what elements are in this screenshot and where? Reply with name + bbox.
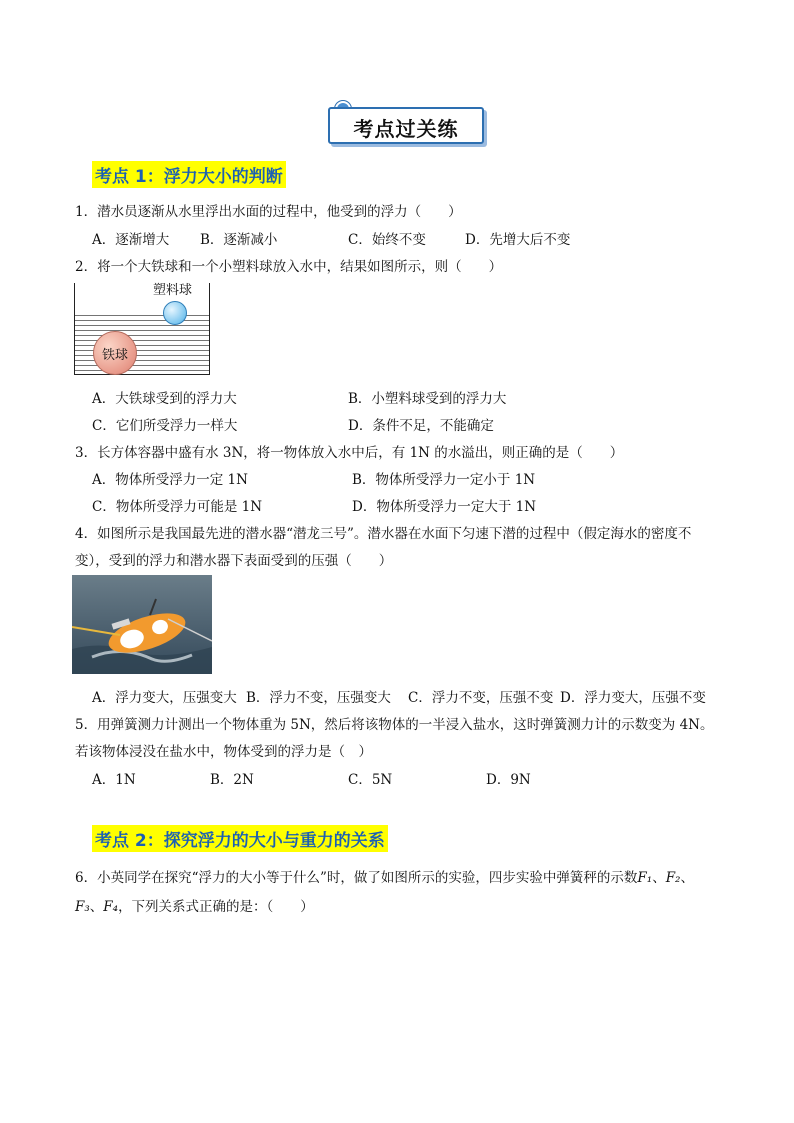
q4-option-a: A．浮力变大，压强变大 <box>92 690 237 706</box>
q5-option-c: C．5N <box>348 772 393 788</box>
question-4-stem-line2: 变），受到的浮力和潜水器下表面受到的压强（ ） <box>75 553 393 569</box>
submersible-photo <box>72 575 212 674</box>
question-3-stem: 3．长方体容器中盛有水 3N，将一物体放入水中后，有 1N 的水溢出，则正确的是（ ） <box>75 445 624 461</box>
question-5-stem-line2: 若该物体浸没在盐水中，物体受到的浮力是（ ） <box>75 744 372 760</box>
q6-f2: F₂ <box>665 870 681 886</box>
q2-option-d: D．条件不足，不能确定 <box>348 418 494 434</box>
q6-stem-tail: ，下列关系式正确的是：（ ） <box>118 899 314 915</box>
question-6-stem-line2 <box>75 895 314 915</box>
q6-sep2: 、 <box>680 870 694 886</box>
section-heading-1: 考点 1：浮力大小的判断 <box>92 161 286 188</box>
q4-option-c: C．浮力不变，压强不变 <box>408 690 554 706</box>
iron-ball-icon <box>93 331 137 375</box>
submersible-image-icon <box>72 575 212 674</box>
question-5-stem-line1: 5．用弹簧测力计测出一个物体重为 5N，然后将该物体的一半浸入盐水，这时弹簧测力计的示数变为 4N。 <box>75 717 714 733</box>
q3-option-b: B．物体所受浮力一定小于 1N <box>352 472 536 488</box>
q2-option-a: A．大铁球受到的浮力大 <box>92 391 237 407</box>
q6-sep3: 、 <box>89 899 104 915</box>
plastic-ball-icon <box>163 301 187 325</box>
question-6-stem-line1 <box>75 866 694 886</box>
q1-option-a: A．逐渐增大 <box>92 232 170 248</box>
question-1-stem: 1．潜水员逐渐从水里浮出水面的过程中，他受到的浮力（ ） <box>75 204 462 220</box>
plastic-ball-label: 塑料球 <box>153 283 193 298</box>
q1-option-c: C．始终不变 <box>348 232 426 248</box>
q4-option-d: D．浮力变大，压强不变 <box>560 690 706 706</box>
q6-f4: F₄ <box>103 899 119 915</box>
question-4-stem-line1: 4．如图所示是我国最先进的潜水器“潜龙三号”。潜水器在水面下匀速下潜的过程中（假定海水的密度不 <box>75 526 692 542</box>
q3-option-c: C．物体所受浮力可能是 1N <box>92 499 263 515</box>
section-heading-2: 考点 2：探究浮力的大小与重力的关系 <box>92 825 388 852</box>
title-box <box>328 107 484 144</box>
q3-option-d: D．物体所受浮力一定大于 1N <box>352 499 537 515</box>
beaker-figure <box>74 283 210 375</box>
q1-option-d: D．先增大后不变 <box>465 232 571 248</box>
q4-option-b: B．浮力不变，压强变大 <box>246 690 391 706</box>
question-2-stem: 2．将一个大铁球和一个小塑料球放入水中，结果如图所示，则（ ） <box>75 259 503 275</box>
iron-ball-label: 铁球 <box>101 348 128 363</box>
q6-stem-text: 6．小英同学在探究“浮力的大小等于什么”时，做了如图所示的实验，四步实验中弹簧秤的示数 <box>75 870 638 886</box>
q6-f1: F₁ <box>637 870 653 886</box>
q5-option-b: B．2N <box>210 772 254 788</box>
page-title: 考点过关练 <box>353 117 459 141</box>
q2-option-b: B．小塑料球受到的浮力大 <box>348 391 507 407</box>
q5-option-a: A．1N <box>92 772 136 788</box>
q5-option-d: D．9N <box>486 772 531 788</box>
q6-sep1: 、 <box>652 870 666 886</box>
q3-option-a: A．物体所受浮力一定 1N <box>92 472 248 488</box>
q6-f3: F₃ <box>75 899 90 915</box>
q2-option-c: C．它们所受浮力一样大 <box>92 418 238 434</box>
q1-option-b: B．逐渐减小 <box>200 232 278 248</box>
